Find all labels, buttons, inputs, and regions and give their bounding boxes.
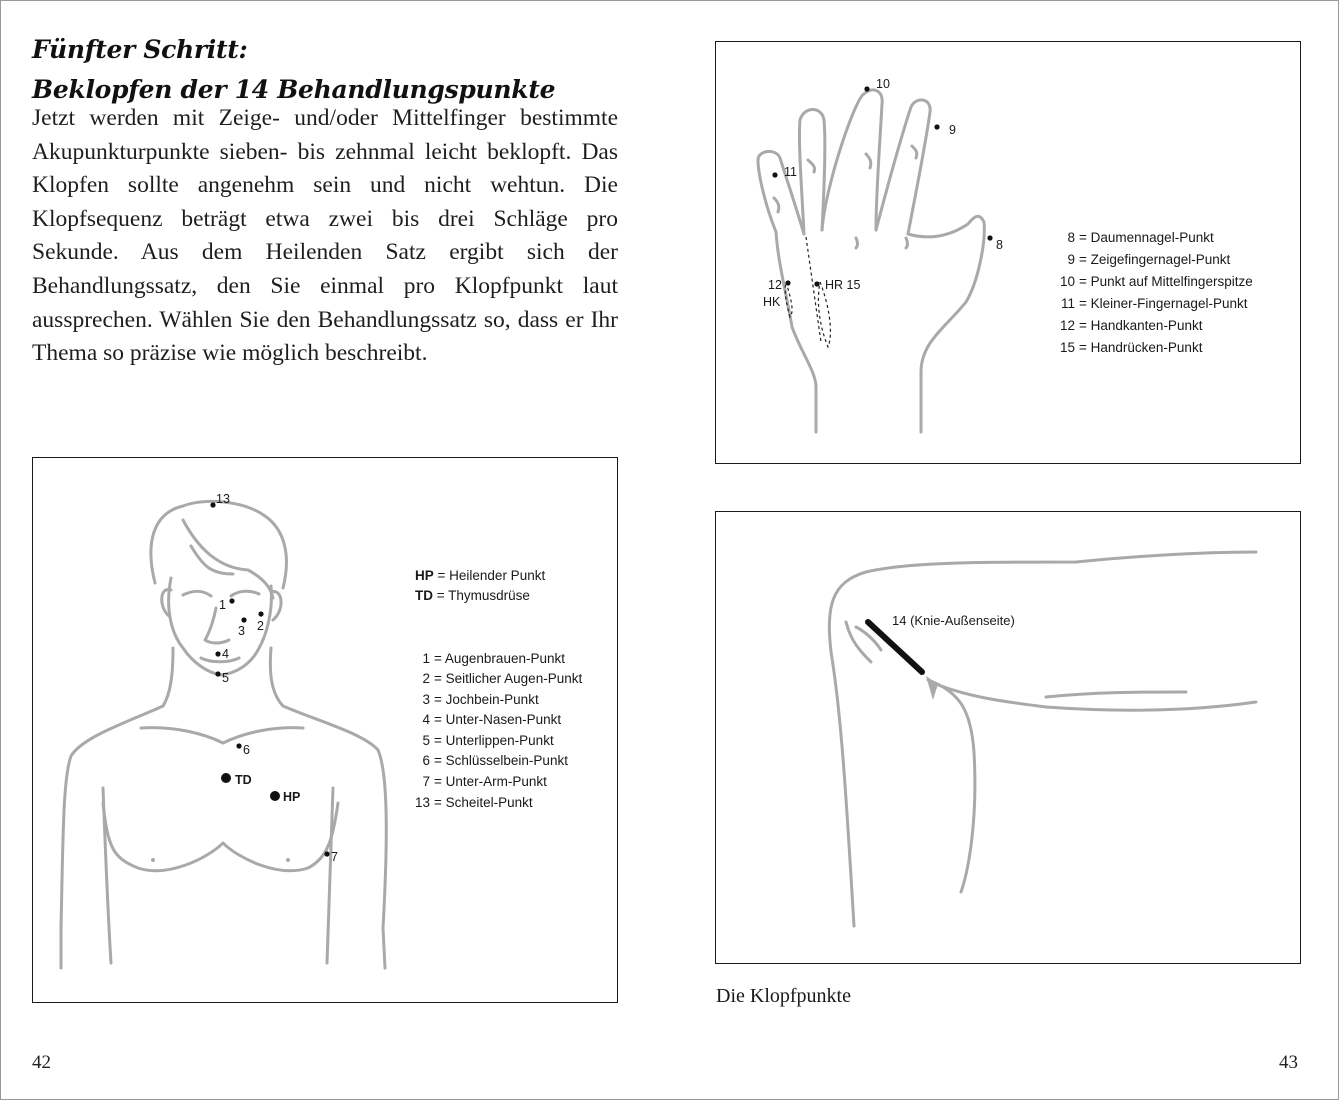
abbr-legend-row	[415, 588, 530, 603]
legend-text: = Zeigefingernagel-Punkt	[1079, 252, 1231, 267]
hand-outline	[758, 90, 984, 432]
legend-text: = Handrücken-Punkt	[1079, 340, 1203, 355]
abbr-td-text: = Thymusdrüse	[433, 588, 530, 603]
abbr-hp-text: = Heilender Punkt	[433, 568, 546, 583]
legend-num: 1	[422, 651, 430, 666]
point-5-marker	[215, 671, 220, 676]
point-1-marker	[229, 598, 234, 603]
legend-num: 11	[1060, 296, 1075, 311]
legend-num: 3	[422, 692, 430, 707]
knee-point-figure	[715, 511, 1301, 964]
legend-num: 8	[1067, 230, 1075, 245]
point-3-label: 3	[238, 624, 245, 638]
point-2-label: 2	[257, 619, 264, 633]
point-7-marker	[324, 851, 329, 856]
legend-num: 10	[1059, 274, 1075, 289]
point-hp-label: HP	[283, 790, 301, 804]
legend-num: 6	[422, 753, 430, 768]
point-5-label: 5	[222, 671, 229, 685]
point-1-label: 1	[219, 598, 226, 612]
legend-text: = Seitlicher Augen-Punkt	[434, 671, 583, 686]
legend-num: 5	[422, 733, 430, 748]
abbr-td: TD	[415, 588, 433, 603]
legend-text: = Jochbein-Punkt	[434, 692, 539, 707]
point-4-marker	[215, 651, 220, 656]
abbr-hp: HP	[415, 568, 434, 583]
point-13-label: 13	[216, 492, 230, 506]
point-9-marker	[934, 124, 939, 129]
point-9-label: 9	[949, 123, 956, 137]
hr15-label: HR 15	[825, 278, 861, 292]
point-12-label: 12	[768, 278, 782, 292]
body-point-labels	[216, 492, 338, 864]
hand-points-legend	[1060, 230, 1253, 355]
body-points-figure	[32, 457, 618, 1003]
abbr-legend-row	[415, 568, 545, 583]
kneecap-shadow	[926, 676, 938, 700]
legend-num: 7	[422, 774, 430, 789]
point-8-label: 8	[996, 238, 1003, 252]
legend-num: 2	[422, 671, 430, 686]
point-6-label: 6	[243, 743, 250, 757]
page-number-left: 42	[32, 1052, 51, 1073]
body-outline	[61, 501, 386, 968]
point-14-marker	[868, 622, 922, 672]
knee-outline	[829, 552, 1256, 926]
legend-text: = Unterlippen-Punkt	[434, 733, 554, 748]
legend-num: 15	[1059, 340, 1075, 355]
legend-num: 9	[1067, 252, 1075, 267]
legend-num: 12	[1059, 318, 1075, 333]
legend-text: = Scheitel-Punkt	[434, 795, 533, 810]
page-number-right: 43	[1279, 1052, 1298, 1073]
point-7-label: 7	[331, 850, 338, 864]
legend-text: = Handkanten-Punkt	[1079, 318, 1203, 333]
point-3-marker	[241, 617, 246, 622]
legend-text: = Unter-Nasen-Punkt	[434, 712, 562, 727]
knee-illustration	[716, 512, 1302, 965]
hand-illustration	[716, 42, 1302, 465]
point-td-marker	[221, 773, 231, 783]
legend-num: 4	[422, 712, 430, 727]
legend-text: = Punkt auf Mittelfingerspitze	[1079, 274, 1253, 289]
point-11-label: 11	[784, 165, 797, 179]
point-14-label: 14 (Knie-Außenseite)	[892, 613, 1015, 628]
point-4-label: 4	[222, 647, 229, 661]
hk-label: HK	[763, 295, 781, 309]
figure-caption: Die Klopfpunkte	[716, 985, 851, 1007]
section-heading	[32, 30, 555, 110]
point-15-marker	[814, 281, 819, 286]
legend-num: 13	[414, 795, 430, 810]
point-td-label: TD	[235, 773, 252, 787]
hr15-guide	[806, 237, 821, 342]
point-2-marker	[258, 611, 263, 616]
point-8-marker	[987, 235, 992, 240]
legend-text: = Unter-Arm-Punkt	[434, 774, 547, 789]
abbreviation-legend	[415, 568, 545, 603]
hand-points-figure	[715, 41, 1301, 464]
heading-line-1: Fünfter Schritt:	[32, 35, 248, 64]
body-illustration	[33, 458, 619, 1004]
point-12-marker	[785, 280, 790, 285]
point-11-marker	[772, 172, 777, 177]
body-points-legend	[415, 651, 582, 810]
legend-text: = Augenbrauen-Punkt	[434, 651, 565, 666]
heading-line-2: Beklopfen der 14 Behandlungspunkte	[32, 75, 556, 104]
legend-text: = Schlüsselbein-Punkt	[434, 753, 568, 768]
nipples	[151, 858, 290, 862]
point-10-label: 10	[876, 77, 890, 91]
point-13-marker	[210, 502, 215, 507]
point-6-marker	[236, 743, 241, 748]
legend-text: = Daumennagel-Punkt	[1079, 230, 1214, 245]
point-hp-marker	[270, 791, 280, 801]
legend-text: = Kleiner-Fingernagel-Punkt	[1079, 296, 1248, 311]
point-10-marker	[864, 86, 869, 91]
body-paragraph: Jetzt werden mit Zeige- und/oder Mittelfinger bestimmte Akupunkturpunkte sieben- bis zehnmal leicht beklopft. Das Klopfen sollte angenehm sein und nicht wehtun. Die Klopfsequenz beträgt etwa zwei bis drei Schläge pro Sekunde. Aus dem Heilenden Satz ergibt sich der Behandlungssatz, den Sie einmal pro Klopfpunkt laut aussprechen. Wählen Sie den Behandlungssatz so, dass er Ihr Thema so präzise wie möglich beschreibt.	[32, 105, 618, 367]
